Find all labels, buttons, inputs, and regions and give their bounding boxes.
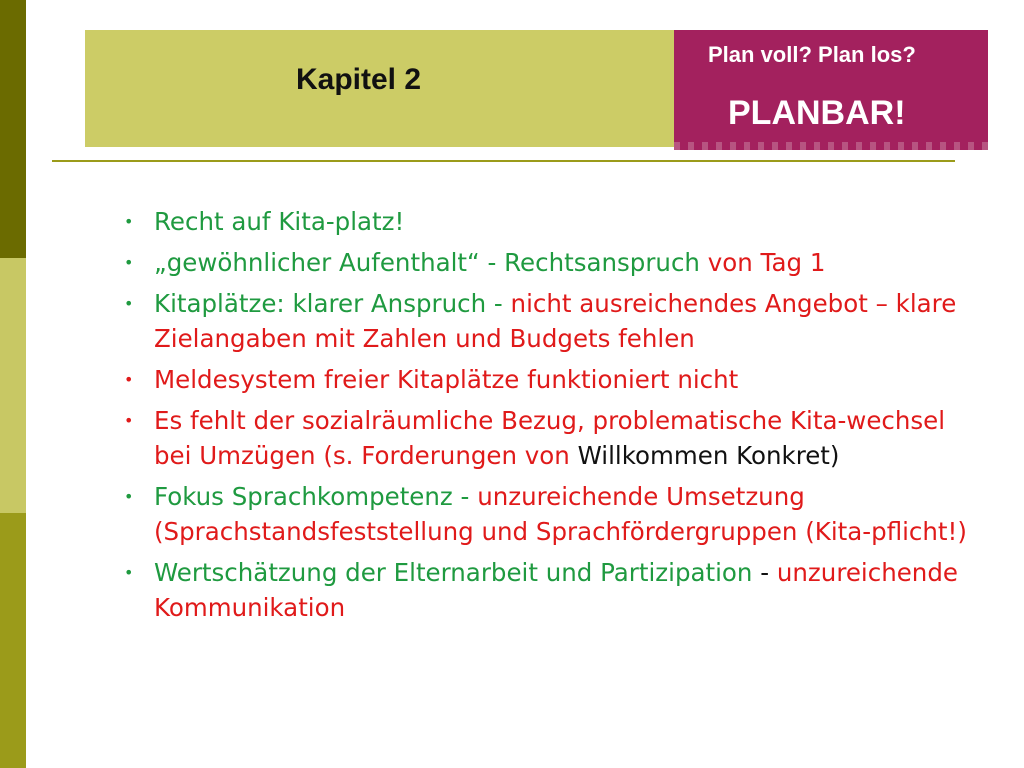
- sidebar-stripe-top: [0, 0, 26, 258]
- bullet-text: von Tag 1: [707, 248, 826, 277]
- bullet-text: -: [760, 558, 777, 587]
- bullet-text: nicht ausreichendes Angebot – klare Zielangaben mit Zahlen und Budgets fehlen: [154, 289, 957, 353]
- header-divider: [52, 160, 955, 162]
- bullet-text: „gewöhnlicher Aufenthalt“ - Rechtsanspruch: [154, 248, 708, 277]
- bullet-marker: •: [124, 370, 134, 389]
- bullet-item: [120, 479, 980, 549]
- logo-cropped-text: [674, 142, 988, 150]
- bullet-marker: •: [124, 294, 134, 313]
- bullet-item: [120, 286, 980, 356]
- bullet-item: [120, 555, 980, 625]
- sidebar-stripe-middle: [0, 258, 26, 513]
- bullet-item: [120, 245, 980, 280]
- bullet-list: [120, 204, 980, 631]
- bullet-text: Recht auf Kita-platz!: [154, 207, 405, 236]
- bullet-item: [120, 362, 980, 397]
- bullet-marker: •: [124, 212, 134, 231]
- bullet-marker: •: [124, 487, 134, 506]
- bullet-text: Es fehlt der sozialräumliche Bezug, problematische Kita-wechsel bei Umzügen (s. Forderungen von: [154, 406, 946, 470]
- bullet-item: [120, 204, 980, 239]
- bullet-marker: •: [124, 563, 134, 582]
- bullet-text: Willkommen Konkret): [577, 441, 840, 470]
- sidebar-stripe-bottom: [0, 513, 26, 768]
- bullet-text: Meldesystem freier Kitaplätze funktioniert nicht: [154, 365, 739, 394]
- logo-wordmark: PLANBAR!: [728, 94, 906, 132]
- bullet-marker: •: [124, 411, 134, 430]
- planbar-logo: [674, 30, 988, 150]
- bullet-item: [120, 403, 980, 473]
- bullet-text: Wertschätzung der Elternarbeit und Partizipation: [154, 558, 761, 587]
- page-title: Kapitel 2: [296, 63, 422, 96]
- bullet-text: unzureichende Kommunikation: [154, 558, 958, 622]
- bullet-marker: •: [124, 253, 134, 272]
- logo-tagline: Plan voll? Plan los?: [708, 42, 916, 67]
- bullet-text: Fokus Sprachkompetenz -: [154, 482, 478, 511]
- bullet-text: Kitaplätze: klarer Anspruch -: [154, 289, 511, 318]
- bullet-text: unzureichende Umsetzung (Sprachstandsfeststellung und Sprachfördergruppen (Kita-pflicht!): [154, 482, 967, 546]
